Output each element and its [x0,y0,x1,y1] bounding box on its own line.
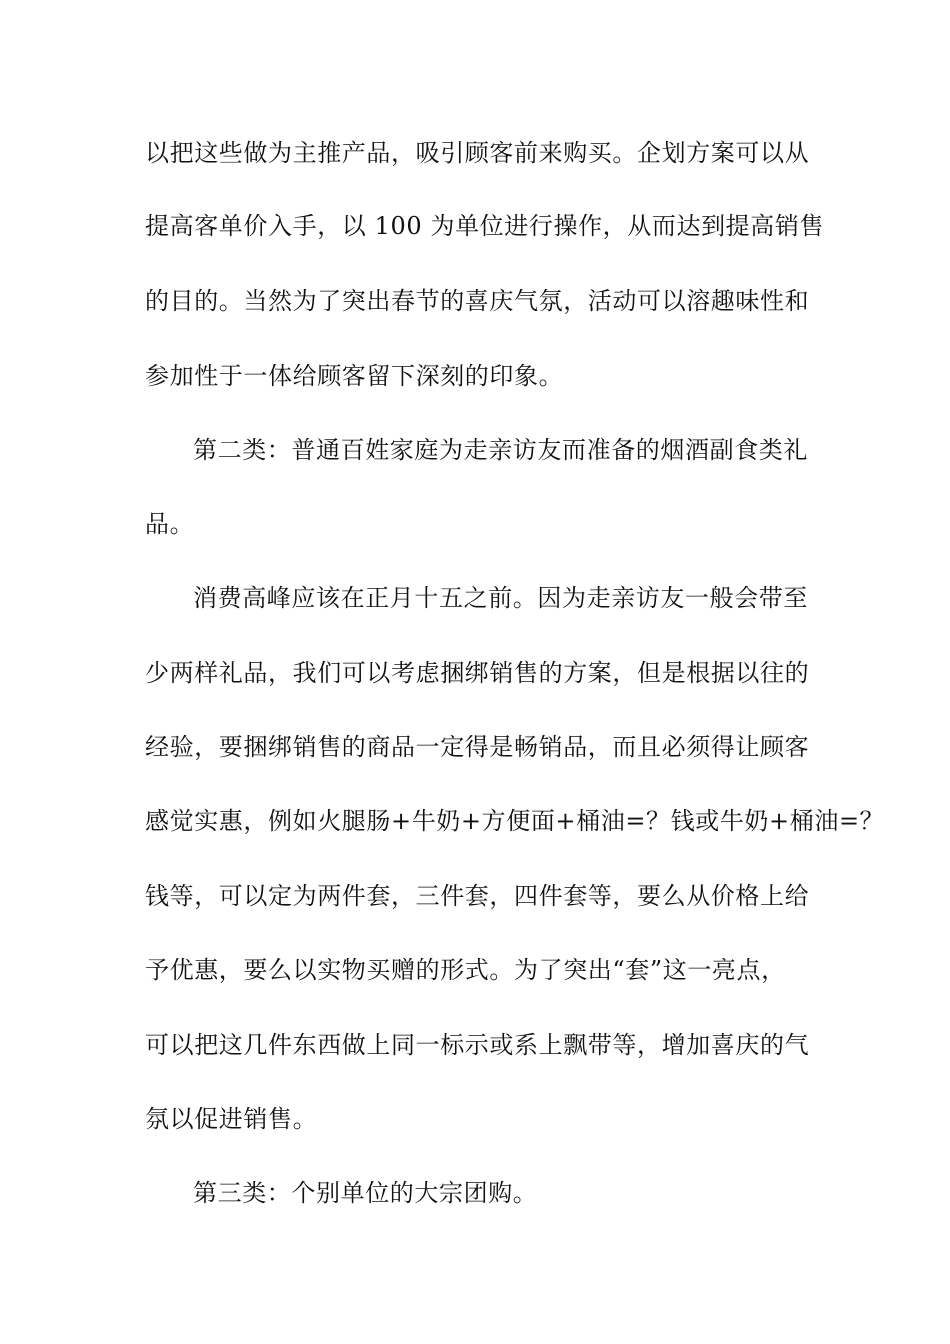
paragraph-line: 的目的。当然为了突出春节的喜庆气氛，活动可以溶趣味性和 [145,287,810,315]
section-heading-line: 第二类：普通百姓家庭为走亲访友而准备的烟酒副食类礼 [193,436,808,464]
paragraph-line: 予优惠，要么以实物买赠的形式。为了突出“套”这一亮点， [145,956,786,984]
paragraph-line: 消费高峰应该在正月十五之前。因为走亲访友一般会带至 [193,584,808,612]
paragraph-line: 提高客单价入手，以 100 为单位进行操作，从而达到提高销售 [145,212,825,240]
paragraph-line: 以把这些做为主推产品，吸引顾客前来购买。企划方案可以从 [145,139,810,167]
paragraph-line: 经验，要捆绑销售的商品一定得是畅销品，而且必须得让顾客 [145,733,810,761]
paragraph-line: 感觉实惠，例如火腿肠+牛奶+方便面+桶油=？钱或牛奶+桶油=？ [145,807,885,835]
section-heading-line: 品。 [145,510,195,538]
paragraph-line: 钱等，可以定为两件套，三件套，四件套等，要么从价格上给 [145,882,810,910]
paragraph-line: 氛以促进销售。 [145,1105,318,1133]
section-heading-line: 第三类：个别单位的大宗团购。 [193,1179,538,1207]
paragraph-line: 参加性于一体给顾客留下深刻的印象。 [145,362,564,390]
paragraph-line: 可以把这几件东西做上同一标示或系上飘带等，增加喜庆的气 [145,1031,810,1059]
paragraph-line: 少两样礼品，我们可以考虑捆绑销售的方案，但是根据以往的 [145,659,810,687]
